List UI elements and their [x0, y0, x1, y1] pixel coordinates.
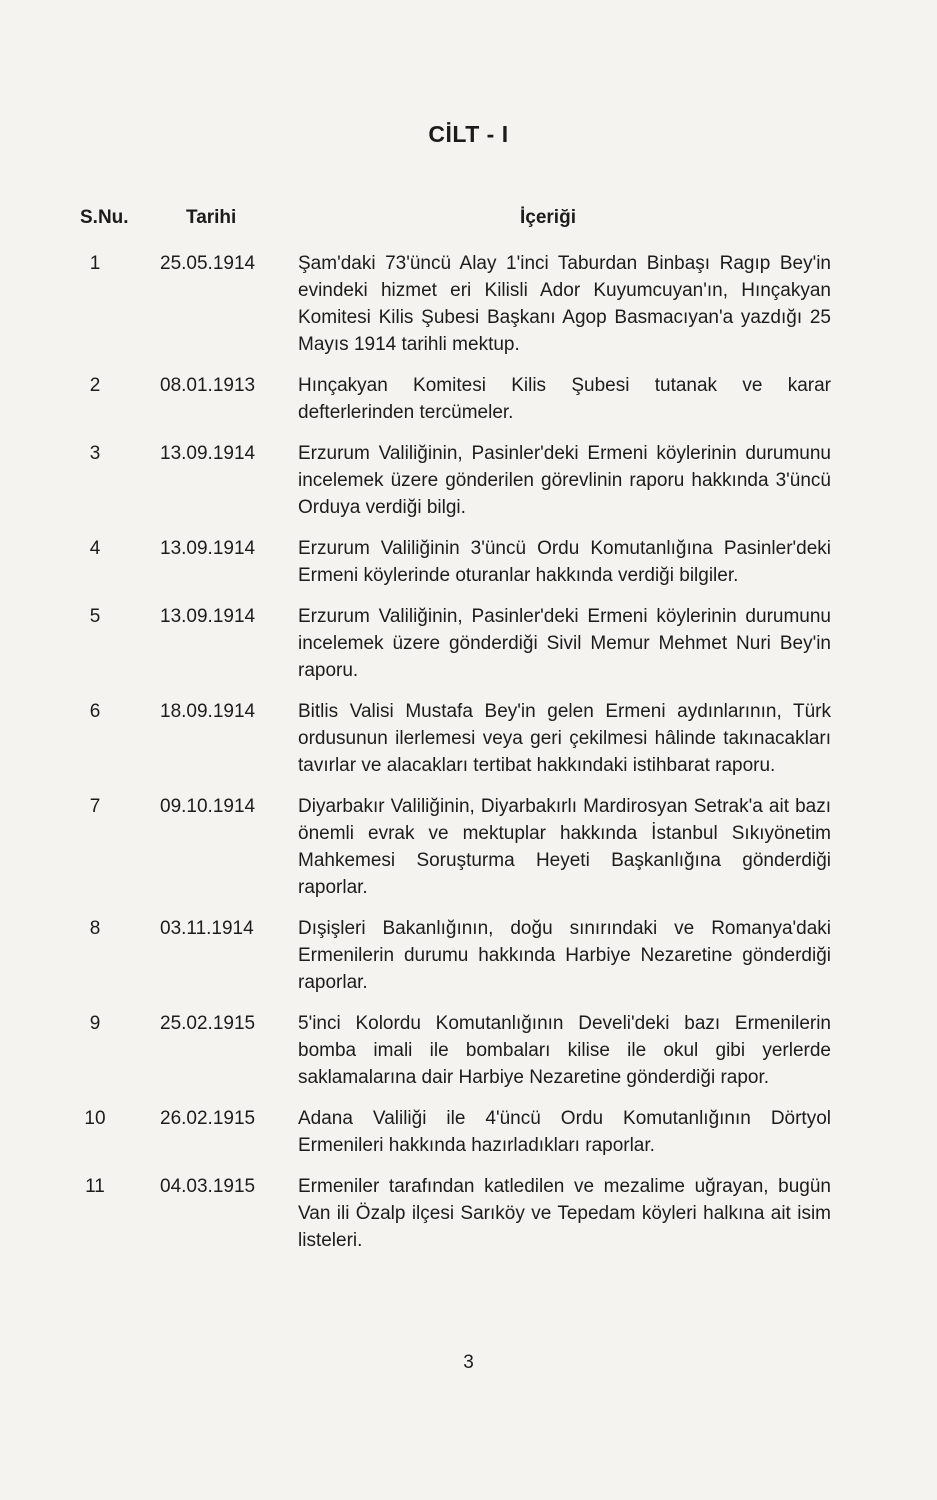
entry-content: Şam'daki 73'üncü Alay 1'inci Taburdan Binbaşı Ragıp Bey'in evindeki hizmet eri Kilisli Ador Kuyumcuyan'ın, Hınçakyan Komitesi Kilis Şubesi Başkanı Agop Basmacıyan'a yazdığı 25 Mayıs 1914 tarihli mektup. [298, 253, 831, 355]
table-row [0, 915, 937, 996]
entry-number: 1 [89, 253, 101, 274]
entry-number: 11 [85, 1176, 105, 1197]
entry-number: 7 [89, 796, 101, 817]
entry-content: Erzurum Valiliğinin, Pasinler'deki Ermeni köylerinin durumunu incelemek üzere gönderilen görevlinin raporu hakkında 3'üncü Orduya verdiği bilgi. [298, 443, 831, 518]
page-number: 3 [463, 1352, 474, 1373]
entry-number: 8 [89, 918, 101, 939]
entry-date: 03.11.1914 [160, 918, 254, 939]
table-row [0, 698, 937, 779]
entry-number: 4 [89, 538, 101, 559]
entry-date: 18.09.1914 [160, 701, 256, 722]
table-row [0, 1010, 937, 1091]
header-content: İçeriği [520, 207, 576, 228]
entry-content: Adana Valiliği ile 4'üncü Ordu Komutanlığının Dörtyol Ermenileri hakkında hazırladıkları raporlar. [298, 1108, 831, 1156]
entry-number: 5 [89, 606, 101, 627]
entry-content: Bitlis Valisi Mustafa Bey'in gelen Ermeni aydınlarının, Türk ordusunun ilerlemesi veya geri çekilmesi hâlinde takınacakları tavırlar ve alacakları tertibat hakkındaki istihbarat raporu. [298, 701, 831, 776]
entry-date: 08.01.1913 [160, 375, 256, 396]
header-no: S.Nu. [80, 207, 129, 228]
entry-date: 13.09.1914 [160, 606, 256, 627]
entry-content: Dışişleri Bakanlığının, doğu sınırındaki ve Romanya'daki Ermenilerin durumu hakkında Harbiye Nezaretine gönderdiği raporlar. [298, 918, 831, 993]
entry-content: Diyarbakır Valiliğinin, Diyarbakırlı Mardirosyan Setrak'a ait bazı önemli evrak ve mektuplar hakkında İstanbul Sıkıyönetim Mahkemesi Soruşturma Heyeti Başkanlığına gönderdiği raporlar. [298, 796, 831, 898]
table-row [0, 535, 937, 589]
table-header [0, 207, 937, 237]
entry-number: 3 [89, 443, 101, 464]
table-row [0, 793, 937, 901]
entry-date: 25.02.1915 [160, 1013, 256, 1034]
entry-number: 10 [84, 1108, 106, 1129]
entry-content: Erzurum Valiliğinin, Pasinler'deki Ermeni köylerinin durumunu incelemek üzere gönderdiği Sivil Memur Mehmet Nuri Bey'in raporu. [298, 606, 831, 681]
entry-date: 13.09.1914 [160, 538, 256, 559]
entry-date: 26.02.1915 [160, 1108, 256, 1129]
entry-content: Hınçakyan Komitesi Kilis Şubesi tutanak ve karar defterlerinden tercümeler. [298, 375, 831, 423]
table-row [0, 372, 937, 426]
entry-content: Erzurum Valiliğinin 3'üncü Ordu Komutanlığına Pasinler'deki Ermeni köylerinde oturanlar hakkında verdiği bilgiler. [298, 538, 831, 586]
header-date: Tarihi [186, 207, 237, 228]
entry-date: 25.05.1914 [160, 253, 256, 274]
entry-date: 04.03.1915 [160, 1176, 256, 1197]
entry-content: 5'inci Kolordu Komutanlığının Develi'deki bazı Ermenilerin bomba imali ile bombaları kilise ile okul gibi yerlerde saklamalarına dair Harbiye Nezaretine gönderdiği rapor. [298, 1013, 831, 1088]
table-row [0, 1173, 937, 1254]
entry-number: 2 [89, 375, 101, 396]
entry-date: 09.10.1914 [160, 796, 256, 817]
entry-number: 9 [89, 1013, 101, 1034]
table-row [0, 1105, 937, 1159]
table-row [0, 250, 937, 358]
entry-content: Ermeniler tarafından katledilen ve mezalime uğrayan, bugün Van ili Özalp ilçesi Sarıköy ve Tepedam köyleri halkına ait isim listeleri. [298, 1176, 831, 1251]
entry-date: 13.09.1914 [160, 443, 256, 464]
entry-list [0, 250, 937, 1268]
page-title: CİLT - I [428, 121, 509, 147]
table-row [0, 603, 937, 684]
table-row [0, 440, 937, 521]
entry-number: 6 [89, 701, 101, 722]
